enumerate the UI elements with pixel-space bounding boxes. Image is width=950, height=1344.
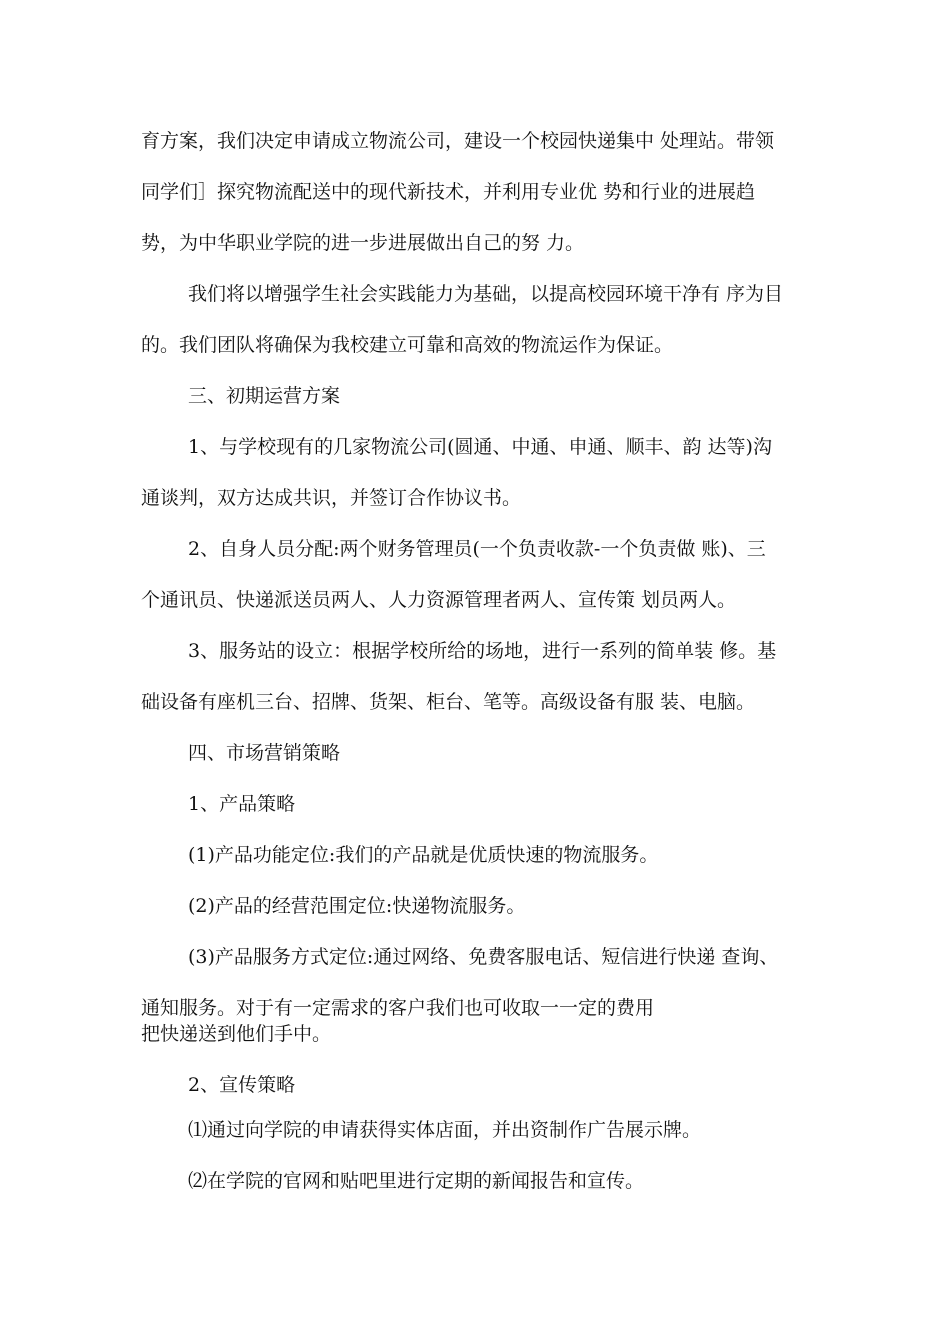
section-heading: 三、初期运营方案	[188, 385, 341, 407]
paragraph-line: (2)产品的经营范围定位:快递物流服务。	[188, 895, 526, 917]
paragraph-line: 1、与学校现有的几家物流公司(圆通、中通、申通、顺丰、韵 达等)沟	[188, 436, 772, 458]
paragraph-line: ⑵在学院的官网和贴吧里进行定期的新闻报告和宣传。	[188, 1170, 645, 1192]
subsection-heading: 1、产品策略	[188, 793, 296, 815]
paragraph-line: 势，为中华职业学院的进一步进展做出自己的努 力。	[141, 232, 585, 254]
paragraph-line: 育方案，我们决定申请成立物流公司，建设一个校园快递集中 处理站。带领	[141, 130, 775, 152]
paragraph-line: ⑴通过向学院的申请获得实体店面，并出资制作广告展示牌。	[188, 1119, 702, 1141]
subsection-heading: 2、宣传策略	[188, 1074, 296, 1096]
paragraph-line: (1)产品功能定位:我们的产品就是优质快速的物流服务。	[188, 844, 659, 866]
paragraph-line: 3、服务站的设立：根据学校所给的场地，进行一系列的简单装 修。基	[188, 640, 777, 662]
paragraph-line: 把快递送到他们手中。	[141, 1023, 332, 1045]
paragraph-line: 础设备有座机三台、招牌、货架、柜台、笔等。高级设备有服 装、电脑。	[141, 691, 756, 713]
paragraph-line: 同学们］探究物流配送中的现代新技术，并利用专业优 势和行业的进展趋	[141, 181, 756, 203]
paragraph-line: 个通讯员、快递派送员两人、人力资源管理者两人、宣传策 划员两人。	[141, 589, 737, 611]
paragraph-line: (3)产品服务方式定位:通过网络、免费客服电话、短信进行快递 查询、	[188, 946, 779, 968]
section-heading: 四、市场营销策略	[188, 742, 341, 764]
paragraph-line: 通知服务。对于有一定需求的客户我们也可收取一一定的费用	[141, 997, 655, 1019]
paragraph-line: 2、自身人员分配:两个财务管理员(一个负责收款-一个负责做 账)、三	[188, 538, 766, 560]
paragraph-line: 的。我们团队将确保为我校建立可靠和高效的物流运作为保证。	[141, 334, 674, 356]
paragraph-line: 通谈判，双方达成共识，并签订合作协议书。	[141, 487, 522, 509]
paragraph-line: 我们将以增强学生社会实践能力为基础，以提高校园环境干净有 序为目	[188, 283, 784, 305]
